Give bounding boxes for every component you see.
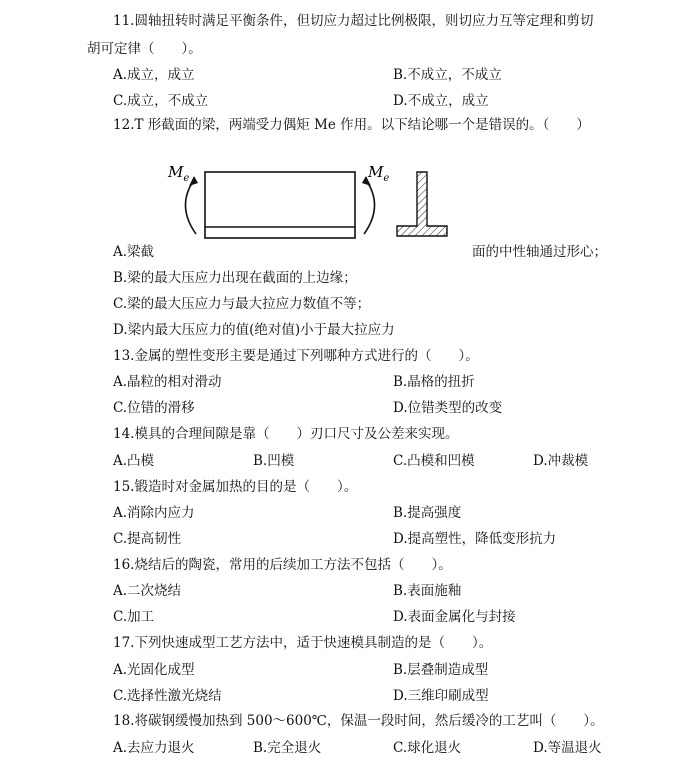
q17-option-b[interactable]: B.层叠制造成型 xyxy=(393,662,489,678)
q18-stem: 18.将碳钢缓慢加热到 500～600℃，保温一段时间，然后缓冷的工艺叫（ ）。 xyxy=(113,713,604,729)
q15-option-d[interactable]: D.提高塑性，降低变形抗力 xyxy=(393,531,557,547)
beam-body xyxy=(205,172,355,238)
q15-option-b[interactable]: B.提高强度 xyxy=(393,505,462,521)
q16-option-d[interactable]: D.表面金属化与封接 xyxy=(393,609,516,625)
left-arrowhead-icon xyxy=(189,176,198,186)
q18-option-d[interactable]: D.等温退火 xyxy=(533,740,602,756)
left-moment-main: M xyxy=(168,163,184,181)
q18-option-c[interactable]: C.球化退火 xyxy=(393,740,462,756)
q11-stem-line1: 11.圆轴扭转时满足平衡条件，但切应力超过比例极限，则切应力互等定理和剪切 xyxy=(113,13,594,29)
q17-option-d[interactable]: D.三维印刷成型 xyxy=(393,688,489,704)
q15-stem: 15.锻造时对金属加热的目的是（ ）。 xyxy=(113,479,358,495)
q18-option-a[interactable]: A.去应力退火 xyxy=(113,740,195,756)
q12-option-a-end: 面的中性轴通过形心； xyxy=(472,244,607,260)
q16-option-b[interactable]: B.表面施釉 xyxy=(393,583,462,599)
q14-option-b[interactable]: B.凹模 xyxy=(253,453,295,469)
left-moment-sub: e xyxy=(183,173,190,184)
q17-stem: 17.下列快速成型工艺方法中，适于快速模具制造的是（ ）。 xyxy=(113,635,493,651)
right-moment-main: M xyxy=(368,163,384,181)
q16-option-c[interactable]: C.加工 xyxy=(113,609,155,625)
q14-option-d[interactable]: D.冲裁模 xyxy=(533,453,589,469)
q14-stem: 14.模具的合理间隙是靠（ ）刃口尺寸及公差来实现。 xyxy=(113,426,459,442)
q14-option-c[interactable]: C.凸模和凹模 xyxy=(393,453,475,469)
q12-option-b[interactable]: B.梁的最大压应力出现在截面的上边缘； xyxy=(113,270,357,286)
q17-option-a[interactable]: A.光固化成型 xyxy=(113,662,195,678)
q11-option-d[interactable]: D.不成立，成立 xyxy=(393,93,489,109)
q11-option-a[interactable]: A.成立，成立 xyxy=(113,67,195,83)
q18-option-b[interactable]: B.完全退火 xyxy=(253,740,322,756)
q16-option-a[interactable]: A.二次烧结 xyxy=(113,583,182,599)
q16-stem: 16.烧结后的陶瓷，常用的后续加工方法不包括（ ）。 xyxy=(113,557,452,573)
q12-option-c[interactable]: C.梁的最大压应力与最大拉应力数值不等； xyxy=(113,296,371,312)
q12-option-a-start[interactable]: A.梁截 xyxy=(113,244,155,260)
q17-option-c[interactable]: C.选择性激光烧结 xyxy=(113,688,222,704)
q13-option-a[interactable]: A.晶粒的相对滑动 xyxy=(113,374,222,390)
right-moment-label xyxy=(367,163,389,184)
t-section xyxy=(397,172,447,236)
q12-option-d[interactable]: D.梁内最大压应力的值(绝对值)小于最大拉应力 xyxy=(113,322,395,338)
q13-option-b[interactable]: B.晶格的扭折 xyxy=(393,374,475,390)
left-moment-label xyxy=(167,163,189,184)
q14-option-a[interactable]: A.凸模 xyxy=(113,453,155,469)
q13-option-d[interactable]: D.位错类型的改变 xyxy=(393,400,503,416)
left-moment-arrow-icon xyxy=(185,180,196,234)
q11-stem-line2: 胡可定律（ ）。 xyxy=(87,41,202,57)
right-moment-arrow-icon xyxy=(364,180,375,234)
right-moment-sub: e xyxy=(383,173,390,184)
q13-stem: 13.金属的塑性变形主要是通过下列哪种方式进行的（ ）。 xyxy=(113,348,479,364)
q11-option-b[interactable]: B.不成立，不成立 xyxy=(393,67,502,83)
q12-stem: 12.T 形截面的梁，两端受力偶矩 Me 作用。以下结论哪一个是错误的。（ ） xyxy=(113,117,590,133)
q15-option-c[interactable]: C.提高韧性 xyxy=(113,531,182,547)
q13-option-c[interactable]: C.位错的滑移 xyxy=(113,400,195,416)
beam-figure xyxy=(160,158,460,248)
q11-option-c[interactable]: C.成立，不成立 xyxy=(113,93,209,109)
q15-option-a[interactable]: A.消除内应力 xyxy=(113,505,195,521)
